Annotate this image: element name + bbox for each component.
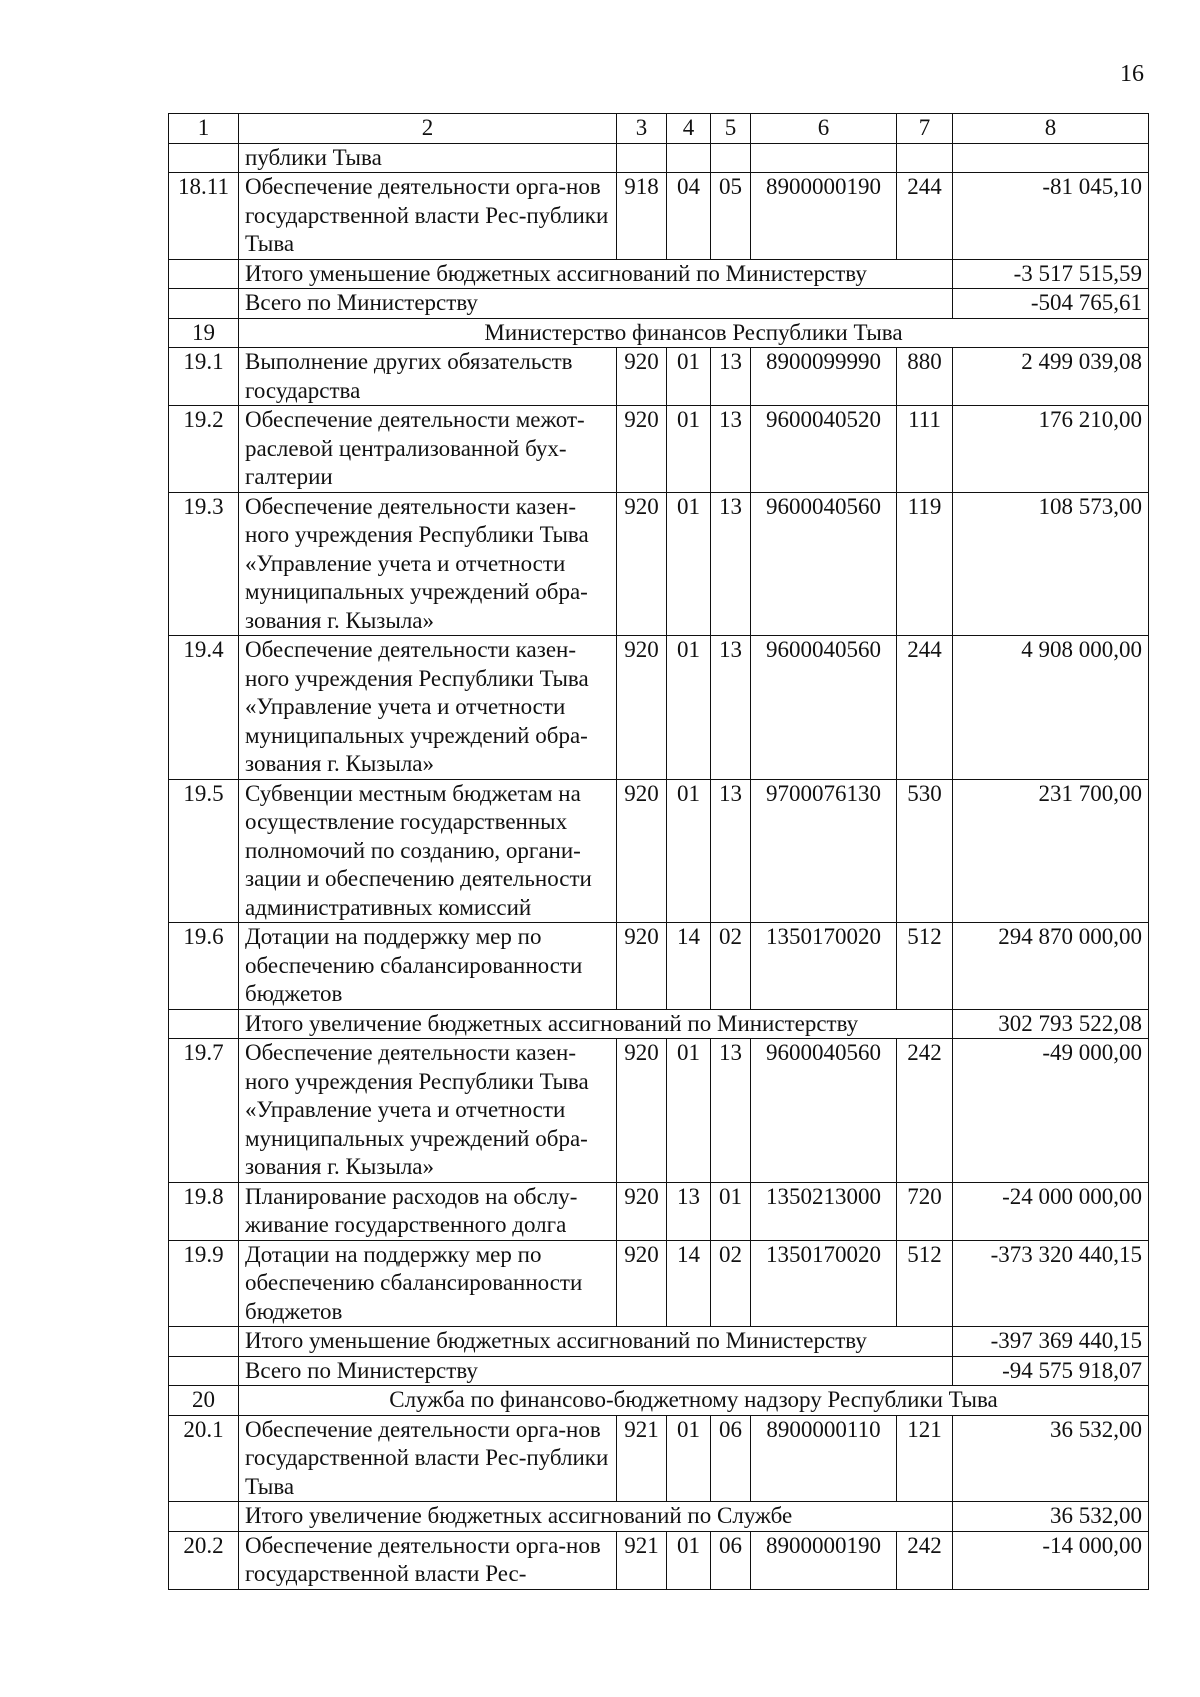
item-description: Обеспечение деятельности казен-ного учреждения Республики Тыва «Управление учета и отчетности муниципальных учреждений обра-зования г. Кызыла» [239, 1039, 617, 1183]
subsection-code: 02 [711, 1240, 751, 1327]
ministry-code: 920 [617, 1182, 667, 1240]
expense-type-code: 720 [897, 1182, 953, 1240]
budget-table [168, 113, 1149, 1590]
header-cell: 1 [169, 114, 239, 144]
expense-type-code: 242 [897, 1531, 953, 1589]
subsection-code: 13 [711, 779, 751, 923]
amount: 4 908 000,00 [953, 636, 1149, 780]
subsection-code: 13 [711, 492, 751, 636]
item-description: Выполнение других обязательств государства [239, 348, 617, 406]
target-article-code: 9700076130 [751, 779, 897, 923]
item-number: 19.5 [169, 779, 239, 923]
section-code: 01 [667, 492, 711, 636]
target-article-code: 9600040560 [751, 1039, 897, 1183]
target-article-code [751, 143, 897, 173]
target-article-code: 9600040520 [751, 406, 897, 493]
subsection-code: 06 [711, 1531, 751, 1589]
header-cell: 8 [953, 114, 1149, 144]
expense-type-code: 244 [897, 636, 953, 780]
section-code [667, 143, 711, 173]
table-row [169, 923, 1149, 1010]
item-number: 19.4 [169, 636, 239, 780]
section-code: 13 [667, 1182, 711, 1240]
header-cell: 6 [751, 114, 897, 144]
ministry-code: 920 [617, 779, 667, 923]
table-row [169, 1240, 1149, 1327]
target-article-code: 1350170020 [751, 1240, 897, 1327]
section-number: 19 [169, 318, 239, 348]
expense-type-code: 119 [897, 492, 953, 636]
amount: 2 499 039,08 [953, 348, 1149, 406]
section-code: 14 [667, 923, 711, 1010]
item-number [169, 1502, 239, 1532]
header-cell: 4 [667, 114, 711, 144]
ministry-code: 920 [617, 636, 667, 780]
item-description: Обеспечение деятельности орга-нов государственной власти Рес-публики Тыва [239, 173, 617, 260]
expense-type-code: 121 [897, 1415, 953, 1502]
item-description: Обеспечение деятельности казен-ного учреждения Республики Тыва «Управление учета и отчетности муниципальных учреждений обра-зования г. Кызыла» [239, 636, 617, 780]
amount: 231 700,00 [953, 779, 1149, 923]
section-code: 04 [667, 173, 711, 260]
table-row [169, 348, 1149, 406]
item-description: Дотации на поддержку мер по обеспечению сбалансированности бюджетов [239, 1240, 617, 1327]
item-number: 19.3 [169, 492, 239, 636]
amount: -81 045,10 [953, 173, 1149, 260]
table-row [169, 492, 1149, 636]
total-amount: -397 369 440,15 [953, 1327, 1149, 1357]
target-article-code: 8900099990 [751, 348, 897, 406]
header-cell: 5 [711, 114, 751, 144]
total-row [169, 1009, 1149, 1039]
header-cell: 3 [617, 114, 667, 144]
section-code: 01 [667, 779, 711, 923]
total-row [169, 289, 1149, 319]
total-label: Итого уменьшение бюджетных ассигнований по Министерству [239, 259, 953, 289]
page-number: 16 [1120, 61, 1144, 87]
ministry-code: 920 [617, 348, 667, 406]
ministry-code: 921 [617, 1415, 667, 1502]
expense-type-code: 530 [897, 779, 953, 923]
expense-type-code: 242 [897, 1039, 953, 1183]
table-row [169, 173, 1149, 260]
target-article-code: 8900000190 [751, 1531, 897, 1589]
ministry-code: 920 [617, 923, 667, 1010]
table-row [169, 406, 1149, 493]
amount: 36 532,00 [953, 1415, 1149, 1502]
item-number: 19.2 [169, 406, 239, 493]
item-description: публики Тыва [239, 143, 617, 173]
subsection-code: 13 [711, 636, 751, 780]
section-code: 01 [667, 1531, 711, 1589]
subsection-code: 13 [711, 1039, 751, 1183]
expense-type-code: 111 [897, 406, 953, 493]
expense-type-code: 512 [897, 1240, 953, 1327]
item-number: 18.11 [169, 173, 239, 260]
item-description: Обеспечение деятельности орга-нов государственной власти Рес-публики Тыва [239, 1415, 617, 1502]
total-amount: -504 765,61 [953, 289, 1149, 319]
total-row [169, 259, 1149, 289]
target-article-code: 8900000190 [751, 173, 897, 260]
ministry-code: 918 [617, 173, 667, 260]
item-number [169, 259, 239, 289]
table-row [169, 143, 1149, 173]
item-number [169, 1009, 239, 1039]
item-description: Обеспечение деятельности межот-раслевой централизованной бух-галтерии [239, 406, 617, 493]
expense-type-code [897, 143, 953, 173]
total-amount: -94 575 918,07 [953, 1356, 1149, 1386]
item-number: 19.9 [169, 1240, 239, 1327]
subsection-code: 02 [711, 923, 751, 1010]
item-number: 20.2 [169, 1531, 239, 1589]
amount: 108 573,00 [953, 492, 1149, 636]
target-article-code: 1350213000 [751, 1182, 897, 1240]
subsection-code: 01 [711, 1182, 751, 1240]
table-row [169, 779, 1149, 923]
ministry-code: 920 [617, 492, 667, 636]
section-code: 01 [667, 636, 711, 780]
total-amount: 302 793 522,08 [953, 1009, 1149, 1039]
amount: -14 000,00 [953, 1531, 1149, 1589]
total-amount: -3 517 515,59 [953, 259, 1149, 289]
total-label: Всего по Министерству [239, 289, 953, 319]
section-code: 14 [667, 1240, 711, 1327]
item-number [169, 143, 239, 173]
total-label: Итого уменьшение бюджетных ассигнований по Министерству [239, 1327, 953, 1357]
subsection-code: 13 [711, 348, 751, 406]
amount: 294 870 000,00 [953, 923, 1149, 1010]
ministry-code [617, 143, 667, 173]
subsection-code: 05 [711, 173, 751, 260]
ministry-code: 920 [617, 406, 667, 493]
header-cell: 7 [897, 114, 953, 144]
amount: 176 210,00 [953, 406, 1149, 493]
total-row [169, 1327, 1149, 1357]
item-description: Субвенции местным бюджетам на осуществление государственных полномочий по созданию, органи-зации и обеспечению деятельности административных комиссий [239, 779, 617, 923]
section-code: 01 [667, 348, 711, 406]
subsection-code [711, 143, 751, 173]
amount: -24 000 000,00 [953, 1182, 1149, 1240]
table-row [169, 1531, 1149, 1589]
subsection-code: 06 [711, 1415, 751, 1502]
section-title: Министерство финансов Республики Тыва [239, 318, 1149, 348]
item-number: 19.7 [169, 1039, 239, 1183]
target-article-code: 9600040560 [751, 636, 897, 780]
total-label: Всего по Министерству [239, 1356, 953, 1386]
ministry-code: 921 [617, 1531, 667, 1589]
item-number: 20.1 [169, 1415, 239, 1502]
target-article-code: 9600040560 [751, 492, 897, 636]
header-cell: 2 [239, 114, 617, 144]
ministry-code: 920 [617, 1039, 667, 1183]
item-description: Дотации на поддержку мер по обеспечению сбалансированности бюджетов [239, 923, 617, 1010]
total-row [169, 1502, 1149, 1532]
section-title: Служба по финансово-бюджетному надзору Республики Тыва [239, 1386, 1149, 1416]
section-row [169, 318, 1149, 348]
section-code: 01 [667, 1415, 711, 1502]
amount: -49 000,00 [953, 1039, 1149, 1183]
target-article-code: 8900000110 [751, 1415, 897, 1502]
item-number [169, 289, 239, 319]
section-code: 01 [667, 406, 711, 493]
total-label: Итого увеличение бюджетных ассигнований по Службе [239, 1502, 953, 1532]
target-article-code: 1350170020 [751, 923, 897, 1010]
item-number: 19.6 [169, 923, 239, 1010]
table-row [169, 636, 1149, 780]
item-number [169, 1356, 239, 1386]
item-number [169, 1327, 239, 1357]
section-number: 20 [169, 1386, 239, 1416]
item-description: Планирование расходов на обслу-живание государственного долга [239, 1182, 617, 1240]
expense-type-code: 512 [897, 923, 953, 1010]
table-row [169, 1415, 1149, 1502]
section-code: 01 [667, 1039, 711, 1183]
total-label: Итого увеличение бюджетных ассигнований по Министерству [239, 1009, 953, 1039]
amount [953, 143, 1149, 173]
item-description: Обеспечение деятельности орга-нов государственной власти Рес- [239, 1531, 617, 1589]
total-row [169, 1356, 1149, 1386]
ministry-code: 920 [617, 1240, 667, 1327]
expense-type-code: 880 [897, 348, 953, 406]
table-row [169, 1039, 1149, 1183]
expense-type-code: 244 [897, 173, 953, 260]
table-row [169, 1182, 1149, 1240]
item-description: Обеспечение деятельности казен-ного учреждения Республики Тыва «Управление учета и отчетности муниципальных учреждений обра-зования г. Кызыла» [239, 492, 617, 636]
total-amount: 36 532,00 [953, 1502, 1149, 1532]
table-header-row [169, 114, 1149, 144]
subsection-code: 13 [711, 406, 751, 493]
item-number: 19.1 [169, 348, 239, 406]
amount: -373 320 440,15 [953, 1240, 1149, 1327]
item-number: 19.8 [169, 1182, 239, 1240]
section-row [169, 1386, 1149, 1416]
